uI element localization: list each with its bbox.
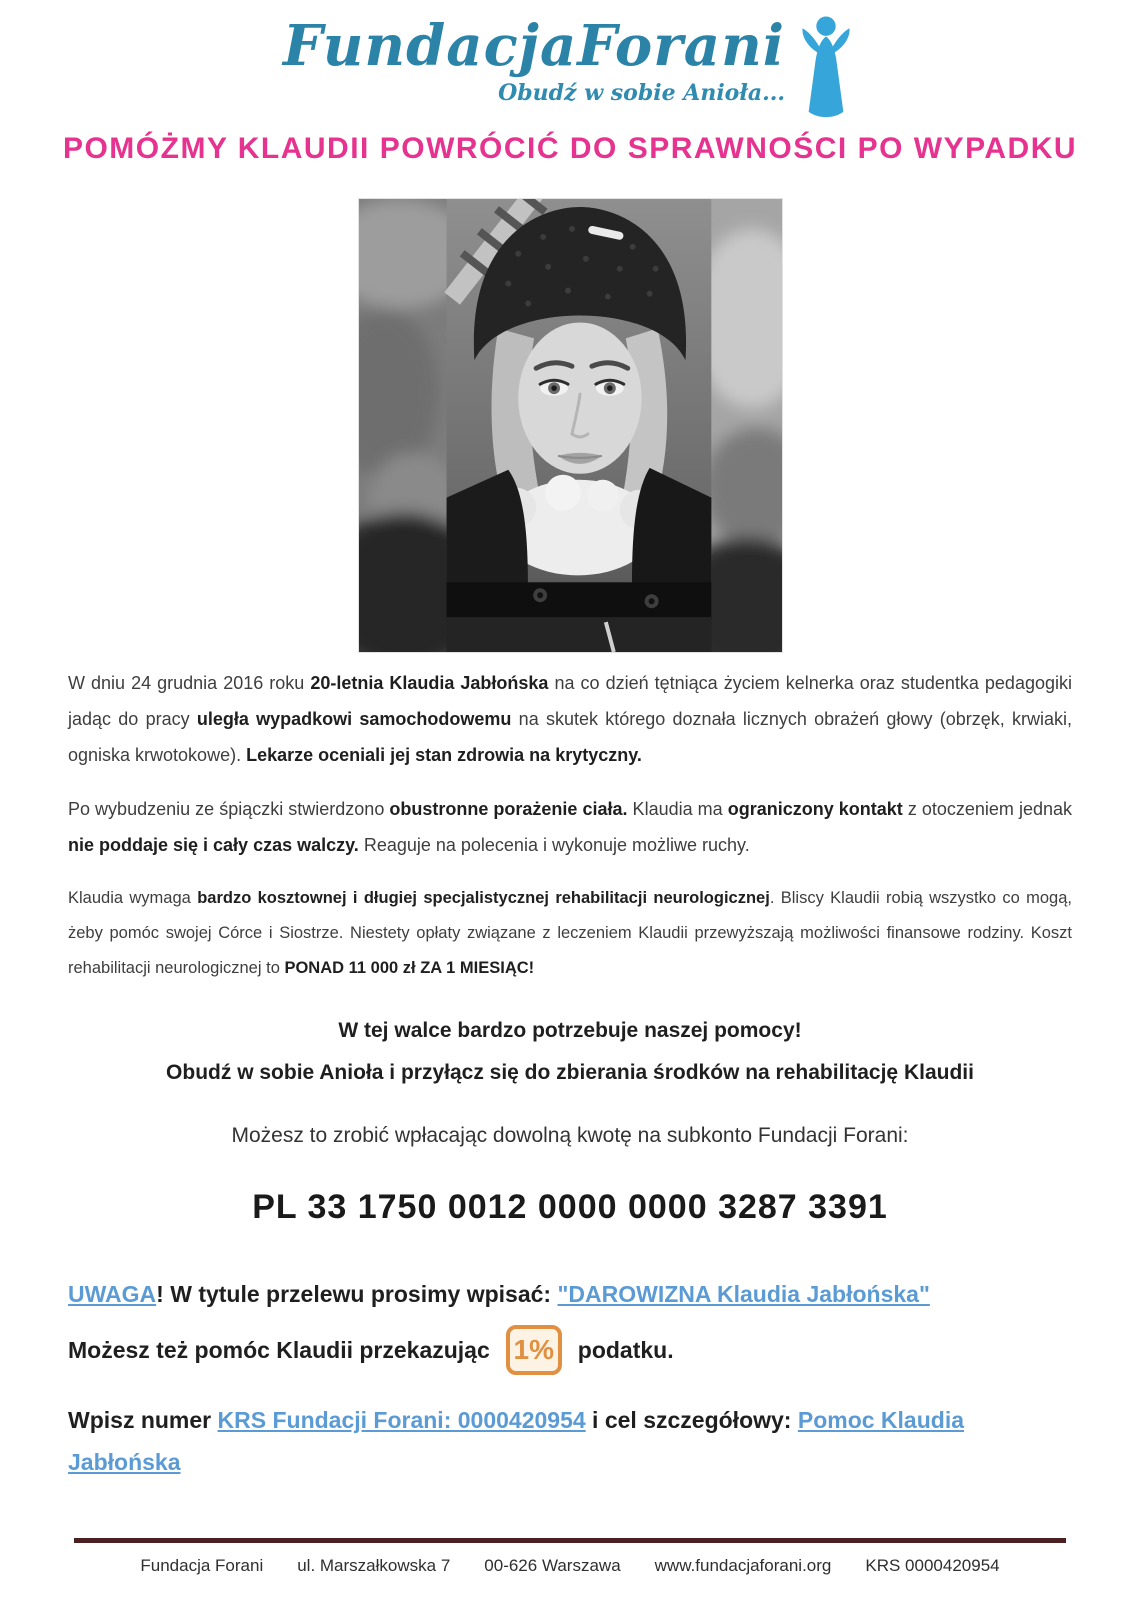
klaudia-portrait-photo [358,198,783,653]
body-content [68,665,1072,1483]
text-span: obustronne porażenie ciała. [389,799,628,819]
appeal-line-1: W tej walce bardzo potrzebuje naszej pomocy! [338,1019,802,1042]
header [0,0,1140,122]
footer-krs-number: KRS 0000420954 [865,1556,1000,1575]
photo-center-portrait [436,199,711,652]
paragraph-condition [68,791,1072,863]
text-span: PONAD 11 000 zł ZA 1 MIESIĄC! [284,959,535,977]
text-span: Po wybudzeniu ze śpiączki stwierdzono [68,799,390,819]
text-span: i cel szczegółowy: [585,1407,798,1433]
appeal-block [68,1010,1072,1094]
logo-tagline: Obudź w sobie Anioła... [498,80,786,106]
angel-icon [795,16,857,122]
bank-account-number: PL 33 1750 0012 0000 0000 3287 3391 [252,1188,888,1226]
page-title: POMÓŻMY KLAUDII POWRÓCIĆ DO SPRAWNOŚCI PO WYPADKU [62,132,1078,165]
logo-wordmark: FundacjaForani [282,13,786,79]
text-span: . Bliscy Klaudii robią wszystko co mogą, żeby pomóc swojej Córce i Siostrze. Niestety opłaty związane z leczeniem Klaudii przewyższają możliwości finansowe rodziny. Koszt rehabilitacji neurologicznej to [68,889,1072,977]
text-span: Klaudia ma [627,799,728,819]
text-link[interactable]: KRS Fundacji Forani: 0000420954 [217,1407,586,1433]
tax-donation-line [68,1325,1072,1375]
foundation-logo [283,14,857,122]
text-link[interactable]: Pomoc Klaudia Jabłońska [68,1407,965,1475]
footer-divider [74,1538,1066,1543]
text-span: ograniczony kontakt [727,799,903,819]
donation-instruction: Możesz to zrobić wpłacając dowolną kwotę na subkonto Fundacji Forani: [231,1124,909,1147]
paragraph-rehabilitation-cost [68,881,1072,986]
appeal-line-2: Obudź w sobie Anioła i przyłącz się do zbierania środków na rehabilitację Klaudii [166,1061,974,1084]
footer-address-street: ul. Marszałkowska 7 [297,1556,451,1575]
logo-text-block [283,14,785,106]
text-span: z otoczeniem jednak [902,799,1072,819]
text-span: bardzo kosztownej i długiej specjalistycznej rehabilitacji neurologicznej [197,889,770,907]
footer-website[interactable]: www.fundacjaforani.org [654,1556,832,1575]
footer-foundation-name: Fundacja Forani [140,1556,264,1575]
text-span: Lekarze oceniali jej stan zdrowia na krytyczny. [246,745,642,765]
text-link[interactable]: UWAGA [68,1281,157,1307]
text-span: nie poddaje się i cały czas walczy. [68,835,359,855]
paragraph-accident [68,665,1072,773]
text-span: 20-letnia Klaudia Jabłońska [310,673,549,693]
tax-line-before: Możesz też pomóc Klaudii przekazując [68,1336,490,1363]
text-span: uległa wypadkowi samochodowemu [196,709,512,729]
text-link[interactable]: "DAROWIZNA Klaudia Jabłońska" [557,1281,930,1307]
transfer-title-note [68,1273,1072,1315]
text-span: W dniu 24 grudnia 2016 roku [68,673,311,693]
text-span: Wpisz numer [68,1407,218,1433]
text-span: na co dzień tętniąca życiem kelnerka oraz studentka pedagogiki jadąc do pracy [68,673,1072,729]
krs-note [68,1399,1072,1483]
one-percent-icon: 1% [506,1325,562,1375]
footer-address-city: 00-626 Warszawa [484,1556,621,1575]
text-span: Klaudia wymaga [68,889,198,907]
text-span: Reaguje na polecenia i wykonuje możliwe ruchy. [358,835,750,855]
text-span: na skutek którego doznała licznych obrażeń głowy (obrzęk, krwiaki, ogniska krwotokowe). [68,709,1072,765]
text-span: ! W tytule przelewu prosimy wpisać: [156,1281,558,1307]
footer [0,1538,1140,1576]
footer-contact-line [0,1556,1140,1576]
tax-line-after: podatku. [577,1336,674,1363]
